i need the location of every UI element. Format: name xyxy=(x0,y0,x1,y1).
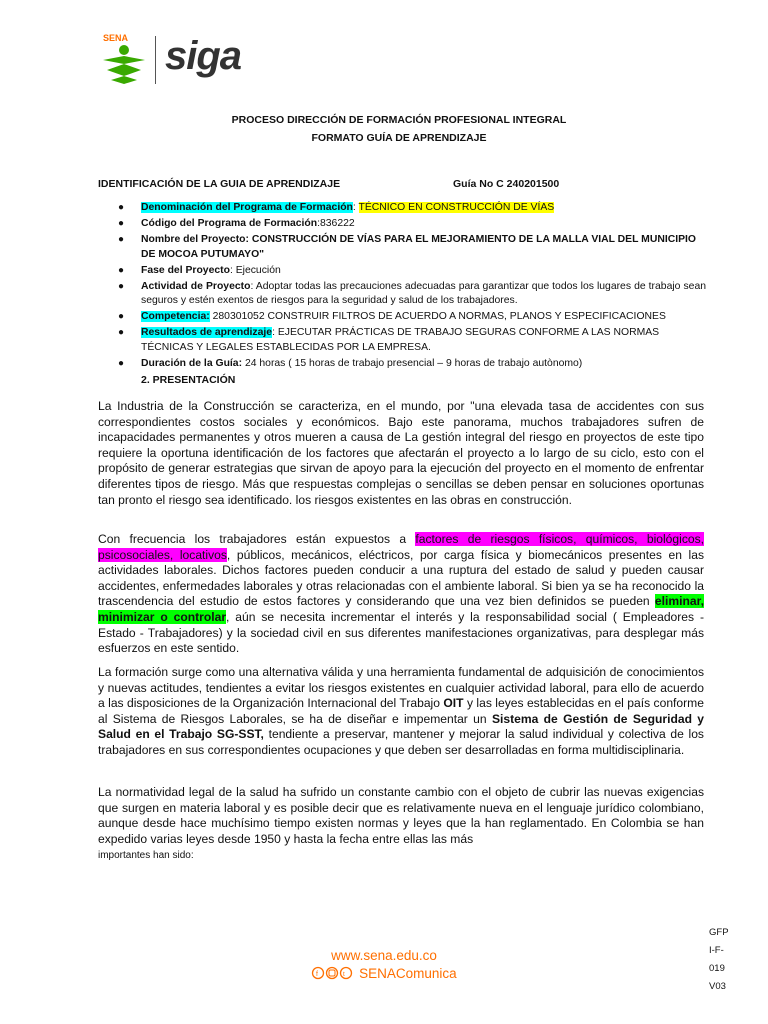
list-item-competence xyxy=(98,310,706,325)
doc-code-line-4: V03 xyxy=(709,981,726,992)
list-item-program-name xyxy=(98,201,706,216)
item-value: 24 horas ( 15 horas de trabajo presencial – 9 horas de trabajo autònomo) xyxy=(244,357,583,369)
item-label: Actividad de Proyecto xyxy=(141,280,251,292)
document-process-title: PROCESO DIRECCIÓN DE FORMACIÓN PROFESIONAL INTEGRAL xyxy=(231,114,567,126)
paragraph-text: y las leyes establecidas en el país conforme al Sistema de xyxy=(98,696,704,726)
social-icons-group xyxy=(311,966,355,980)
paragraph-text: , públicos, mecánicos, eléctricos, por carga física y biomecánicos presentes en las actividades laborales. Dichos factores pueden conducir a una ruptura del estado de salud y pueden causar accidentes, enfermedades laborales y otras relacionadas con el ambiente laboral. Si bien ya se ha reconocido la trascendencia del estudio de estos factores y considerando que una vez bien definidos se pueden xyxy=(98,547,704,609)
item-label: Competencia: xyxy=(141,311,210,322)
item-label: Denominación del Programa de Formación xyxy=(141,202,353,213)
item-label: Nombre del Proyecto: xyxy=(141,234,249,245)
paragraph-text: Con frecuencia los trabajadores están expuestos a xyxy=(98,532,416,546)
list-item-learning-results xyxy=(98,326,706,355)
sena-siga-logo xyxy=(97,30,247,90)
list-item-program-code xyxy=(98,217,706,232)
paragraph-intro: La Industria de la Construcción se caracteriza, en el mundo, por "una elevada tasa de accidentes con sus correspondientes costos sociales y económicos. Bajo este panorama, muchos trabajadores sufren de incapacidades permanentes y otros mueren a causa de La gestión integral del riesgo en proyectos de este tipo requiere la oportuna identificación de los factores que afectarán el proyecto a lo largo de su ciclo, esto con el propósito de generar estrategias que sirvan de apoyo para la ejecución del proyecto en el momento de enfrentar diferentes tipos de riesgo. Más que respuestas complejas o sencillas se deben pensar en soluciones oportunas tan pronto el riesgo sea identificado. los riesgos existentes en las obras en construcción. xyxy=(98,399,704,507)
paragraph-text: , se ha de diseñar e impementar un xyxy=(282,711,492,726)
list-item-duration xyxy=(98,357,706,372)
identification-heading: IDENTIFICACIÓN DE LA GUIA DE APRENDIZAJE xyxy=(98,178,341,190)
social-handle[interactable]: SENAComunica xyxy=(359,966,457,981)
bullet-icon: ● xyxy=(118,327,125,338)
identification-list xyxy=(98,201,706,373)
item-separator: : xyxy=(229,264,236,276)
footer-website-link[interactable]: www.sena.edu.co xyxy=(331,948,437,963)
social-media-icons xyxy=(311,966,359,981)
bullet-icon: ● xyxy=(118,264,125,276)
item-label: Código del Programa de Formación xyxy=(141,218,318,229)
item-separator: : xyxy=(250,280,256,292)
item-label: Fase del Proyecto xyxy=(141,264,230,276)
sena-logo-icon xyxy=(97,30,151,90)
oit-name: Organización Internacional del Trabajo xyxy=(232,696,444,711)
item-separator: : xyxy=(352,202,359,213)
paragraph-legal xyxy=(98,785,704,864)
paragraph-risk-factors xyxy=(98,532,704,657)
paragraph-training xyxy=(98,665,704,759)
item-value: Adoptar todas las precauciones adecuadas para garantizar que todos los lugares de trabajo sean seguros y estén exentos de riesgos para la seguridad y salud de los trabajadores. xyxy=(141,280,707,306)
bullet-icon: ● xyxy=(118,202,125,213)
list-item-project-name xyxy=(98,233,706,262)
list-item-project-phase xyxy=(98,264,706,279)
paragraph-text: La normatividad legal de la salud ha sufrido un constante cambio con el objeto de cubrir las nuevas exigencias que surgen en materia laboral y es posible decir que es relativamente nueva en el lenguaje jurídico colombiano, aunque desde hace muchísimo tiempo existen normas y leyes que la han reglamentado. En Colombia se han expedido varias leyes desde 1950 y hasta la fecha entre ellas las más xyxy=(98,785,704,846)
document-format-title: FORMATO GUÍA DE APRENDIZAJE xyxy=(311,132,487,144)
sena-wordmark: SENA xyxy=(103,33,129,43)
risk-system-name: Riesgos Laborales xyxy=(180,711,283,726)
bullet-icon: ● xyxy=(118,234,125,245)
item-separator: : xyxy=(317,218,320,229)
bullet-icon: ● xyxy=(118,311,125,322)
footer-social xyxy=(0,966,768,981)
item-value: Ejecución xyxy=(235,264,281,276)
bullet-icon: ● xyxy=(118,218,125,229)
svg-text:t: t xyxy=(343,971,346,978)
item-label: Duración de la Guía: xyxy=(141,357,243,369)
doc-code-line-1: GFP xyxy=(709,927,729,938)
guide-number: Guía No C 240201500 xyxy=(453,178,560,190)
item-value: 280301052 CONSTRUIR FILTROS DE ACUERDO A NORMAS, PLANOS Y ESPECIFICACIONES xyxy=(212,311,666,322)
paragraph-text: , aún se necesita incrementar el interés y la responsabilidad social ( Empleadores - Estado - Trabajadores) y la sociedad civil en sus diferentes manifestaciones organizativas, para desplegar más esfuerzos en este sentido. xyxy=(98,609,704,656)
paragraph-text: importantes han sido: xyxy=(98,850,194,862)
oit-acronym: OIT xyxy=(443,696,464,711)
item-value: CONSTRUCCIÓN DE VÍAS PARA EL MEJORAMIENTO DE LA MALLA VIAL DEL MUNICIPIO DE MOCOA PUTUMAYO" xyxy=(141,234,697,260)
sg-sst-name: Sistema de Gestión de Seguridad y Salud en el Trabajo SG-SST, xyxy=(98,711,705,742)
bullet-icon: ● xyxy=(118,357,125,369)
logo-divider xyxy=(155,36,156,84)
siga-wordmark: siga xyxy=(165,34,242,78)
doc-code-line-3: 019 xyxy=(709,963,725,974)
item-value: EJECUTAR PRÁCTICAS DE TRABAJO SEGURAS CONFORME A LAS NORMAS TÉCNICAS Y LEGALES ESTABLECIDAS POR LA EMPRESA. xyxy=(141,327,660,353)
item-separator: : xyxy=(272,327,278,338)
bullet-icon: ● xyxy=(118,280,125,292)
highlighted-text: factores de riesgos físicos, químicos, biológicos, psicosociales, locativos xyxy=(98,532,704,562)
doc-code-line-2: I-F- xyxy=(709,945,724,956)
svg-text:f: f xyxy=(316,971,319,978)
highlighted-text: eliminar, minimizar o controlar xyxy=(98,594,704,624)
item-label: Resultados de aprendizaje xyxy=(141,327,273,338)
paragraph-text: La formación surge como una alternativa válida y una herramienta fundamental de adquisición de conocimientos y nuevas actitudes, tendientes a evitar los riesgos existentes en cualquier actividad laboral, para ello de acuerdo a las disposiciones de la xyxy=(98,665,704,711)
item-value: TÉCNICO EN CONSTRUCCIÓN DE VÍAS xyxy=(358,202,555,213)
item-value: 836222 xyxy=(319,218,355,229)
section-heading-presentation: 2. PRESENTACIÓN xyxy=(141,374,236,386)
list-item-project-activity xyxy=(98,280,706,309)
paragraph-text: tendiente a preservar, mantener y mejorar la salud individual y colectiva de los trabajadores en sus correspondientes ocupaciones y que deben ser desarrolladas en forma multidisciplinaria. xyxy=(98,727,704,757)
